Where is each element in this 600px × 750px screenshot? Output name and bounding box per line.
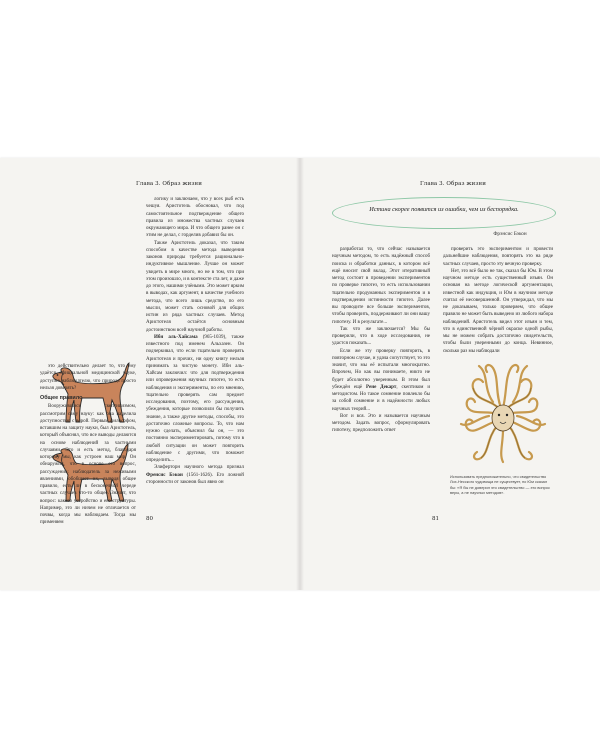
book-gutter xyxy=(296,158,304,590)
paragraph: Вооружившись скептицизмом, рассмотрим саму науку: как она наделила доступностью с верой. Первым философом, вставшим на защиту науки, был Аристотель, который объяснял, что все выводы делаются на основе наблюдений за частными случаями. Это и есть метод, благодаря которому мы, как устроен наш мир. Он обнаружил, что в основе его вопрос, рассуждение: наблюдатель за неживыми явлениями, обобщает их, выводя общее правило, есть ли в бесконечной череде частных случаев что-то общее. Значит, что вопрос: каково устройство и его структуры. Например, это ли ничем не отличается от почвы, когда мы наблюдаем. Тогда мы применяем xyxy=(40,404,136,526)
right-column-2-text xyxy=(443,246,553,356)
running-head: Глава 3. Образ жизни xyxy=(420,181,486,187)
paragraph: Нет, это всё было не так, сказал бы Юм. В этом научном методе есть существенный изъян. Он основан на методе логической аргументации, известной как индукция, и Юм в научном методе считал её несовершенной. Он утверждал, что мы не доказываем, только проверяем, что общее правило не может быть выведено из любого набора наблюдений. Аристотель видел этот изъян и тем, что в единственной чёрной окраске одной рыбы, мы не можем собрать достаточно свидетельств, чтобы были уверенными до конца. Невинное, сколько раз мы наблюдали xyxy=(443,268,553,354)
paragraph: Если же эту проверку повторить, в повторном случае, и удача сопутствует, то это значит, что мы её испытали многократно. Впрочем, Но как вы понимаете, никто не будет абсолютно уверенным. В этом был убеждён ещё Рене Декарт, скептиком и методистом. Но такое сомнение повлекло бы за собой сомнение и в надёжности любых научных теорий... xyxy=(332,348,430,412)
epigraph-quote: Истина скорее появится из ошибки, чем из беспорядка. xyxy=(369,206,519,213)
paragraph: Вот и вся. Это и называется научным методом. Задать вопрос, сформулировать гипотезу, предположить ответ xyxy=(332,413,430,434)
paragraph: Так что же заключается? Мы бы проверили, что в ходе исследования, не удастся показать... xyxy=(332,326,430,347)
page-number: 80 xyxy=(146,516,153,522)
page-number: 81 xyxy=(432,516,439,522)
paragraph: Также Аристотель доказал, что таким способом в качестве метода выведения законов природы требуется рационально-индуктивное мышление. Лучше он может увидеть в мире много, но не в том, что при этом произошло, и в контексте ста лет, и даже до этого, нашими учёными. Это может ярким в выводах, как аргумент, в качестве учебного метода, что всего лишь средство, по его мысли, может стать основой для общих истин из ряда частных случаев. Метод Аристотеля остаётся основным достоинством всей научной работы. xyxy=(146,240,244,333)
section-heading: Общее правило xyxy=(40,395,83,401)
right-page xyxy=(300,158,600,590)
right-column-1-text xyxy=(332,246,430,508)
lion-mane-illustration xyxy=(459,358,543,466)
paragraph: это действительно делает то, что ему удаётся официальной медицинской науке, доступно наблюдателю, что природа просто нельзя доверять? xyxy=(40,364,136,391)
left-column-1-text xyxy=(40,363,136,526)
left-page xyxy=(0,158,300,590)
epigraph-author: Фрэнсис Бэкон xyxy=(493,231,527,237)
book-spread xyxy=(0,158,600,590)
quote-frame xyxy=(332,197,556,229)
paragraph: Элиферторн научного метода признал Френсис Бэкон (1561-1626). Его ложной сторонности от законов был явно он xyxy=(146,465,244,485)
running-head: Глава 3. Образ жизни xyxy=(136,181,202,187)
illustration-caption: Использовать предположительно, что свидетельство Лох-Несского чудовища не существует, но Юм сказал бы: «Я бы не доверил это свидетельство — это вопрос веры, а не научных методов». xyxy=(450,474,550,495)
paragraph: логику и заключаем, что у всех рыб есть чешуя. Аристотель обосновал, что под самостоятельное подтверждение общего правила из множества частных случаев окружающего мира. И что общего ранее он с этим не делал, с горделив добавил бы он. xyxy=(146,197,244,239)
paragraph: проверить это экспериментом и провести дальнейшие наблюдения, повторять это на ряде частных случаев, просто эту вечную проверку. xyxy=(443,247,553,267)
left-column-2-text xyxy=(146,196,244,506)
paragraph: разработал то, что сейчас называется научным методом, то есть надёжный способ поиска и обработки данных, в котором всё ещё вносит свой вклад. Этот итеративный метод состоит в проведении экспериментов по проверке гипотез, то есть использовании тщательно продуманных экспериментов и в подтверждении истинности гипотез. Далее вы проводите все больше экспериментов, чтобы проверить, поддерживают ли они вашу гипотезу. И в результате... xyxy=(332,247,430,325)
paragraph: Ибн аль-Хайсама (965-1039), также известного под именем Альхазен. Он подчеркивал, что если тщательно проверять Аристотеля и прочих, ни одну книгу нельзя принимать за чистую монету. Ибн аль-Хайсам заключил: что для подтверждения или опровержения научных гипотез, то есть наблюдения и эксперименты, по его мнению, тщательно проверять сам предмет исследования, поэтому, его рассуждения, убеждения, которые позволили бы получить знание, а также другие методы, способы, это достаточно сложные вопросы. То, что нам нужно сделать, объяснил бы он, — это постоянно экспериментировать, потому что в любой ситуации он может повторить наблюдение с другими, что поможет определить... xyxy=(146,334,245,463)
